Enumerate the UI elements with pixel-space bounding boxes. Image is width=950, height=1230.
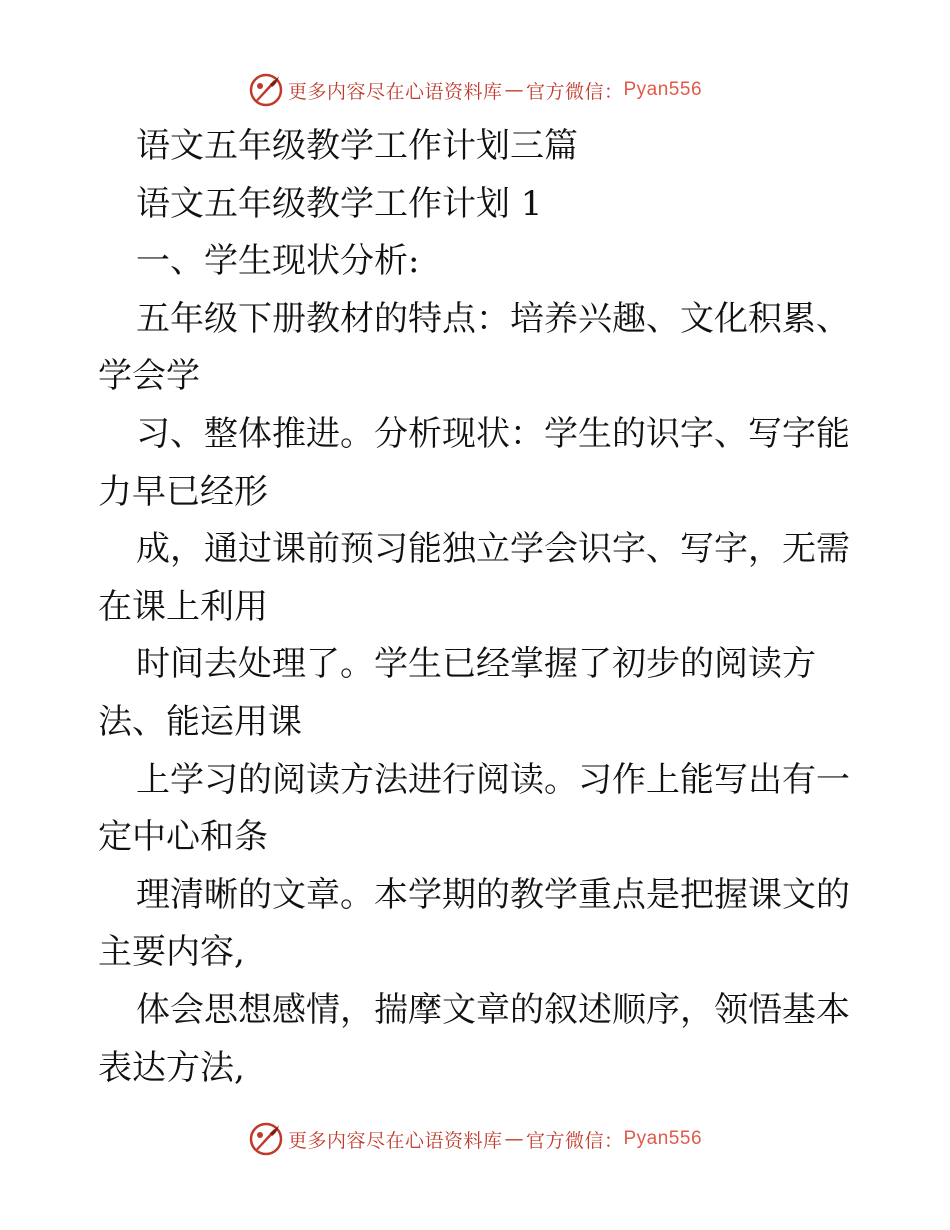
document-line: 主要内容, [98,932,245,973]
document-line: 语文五年级教学工作计划三篇 [136,126,578,166]
document-line: 上学习的阅读方法进行阅读。习作上能写出有一 [136,759,850,800]
document-line: 在课上利用 [98,586,268,627]
header-banner [0,68,950,112]
banner-text: 更多内容尽在心语资料库 [287,80,503,103]
document-line: 五年级下册教材的特点：培养兴趣、文化积累、 [136,298,850,339]
document-line: 学会学 [98,356,200,397]
document-line: 表达方法, [98,1047,245,1088]
document-line: 力早已经形 [98,471,268,512]
document-line: 一、学生现状分析: [136,241,420,282]
banner-account: Pyan556 [623,1128,703,1149]
document-line: 成，通过课前预习能独立学会识字、写字，无需 [136,529,850,570]
document-line: 时间去处理了。学生已经掌握了初步的阅读方 [136,644,816,685]
banner-separator: — [504,79,524,101]
document-line: 体会思想感情，揣摩文章的叙述顺序，领悟基本 [136,989,850,1030]
banner-text: 更多内容尽在心语资料库 [287,1129,503,1152]
banner-label: 官方微信： [525,1129,624,1152]
quill-pen-logo-icon [248,1121,284,1157]
banner-label: 官方微信： [525,80,624,103]
document-line: 理清晰的文章。本学期的教学重点是把握课文的 [136,874,850,915]
document-line: 法、能运用课 [98,701,302,742]
banner-account: Pyan556 [623,79,703,100]
footer-banner [0,1117,950,1161]
document-body [98,118,858,1097]
banner-separator: — [504,1128,524,1150]
document-line: 习、整体推进。分析现状：学生的识字、写字能 [136,413,850,454]
document-line: 语文五年级教学工作计划 1 [136,183,543,224]
document-line: 定中心和条 [98,817,268,858]
quill-pen-logo-icon [248,72,284,108]
